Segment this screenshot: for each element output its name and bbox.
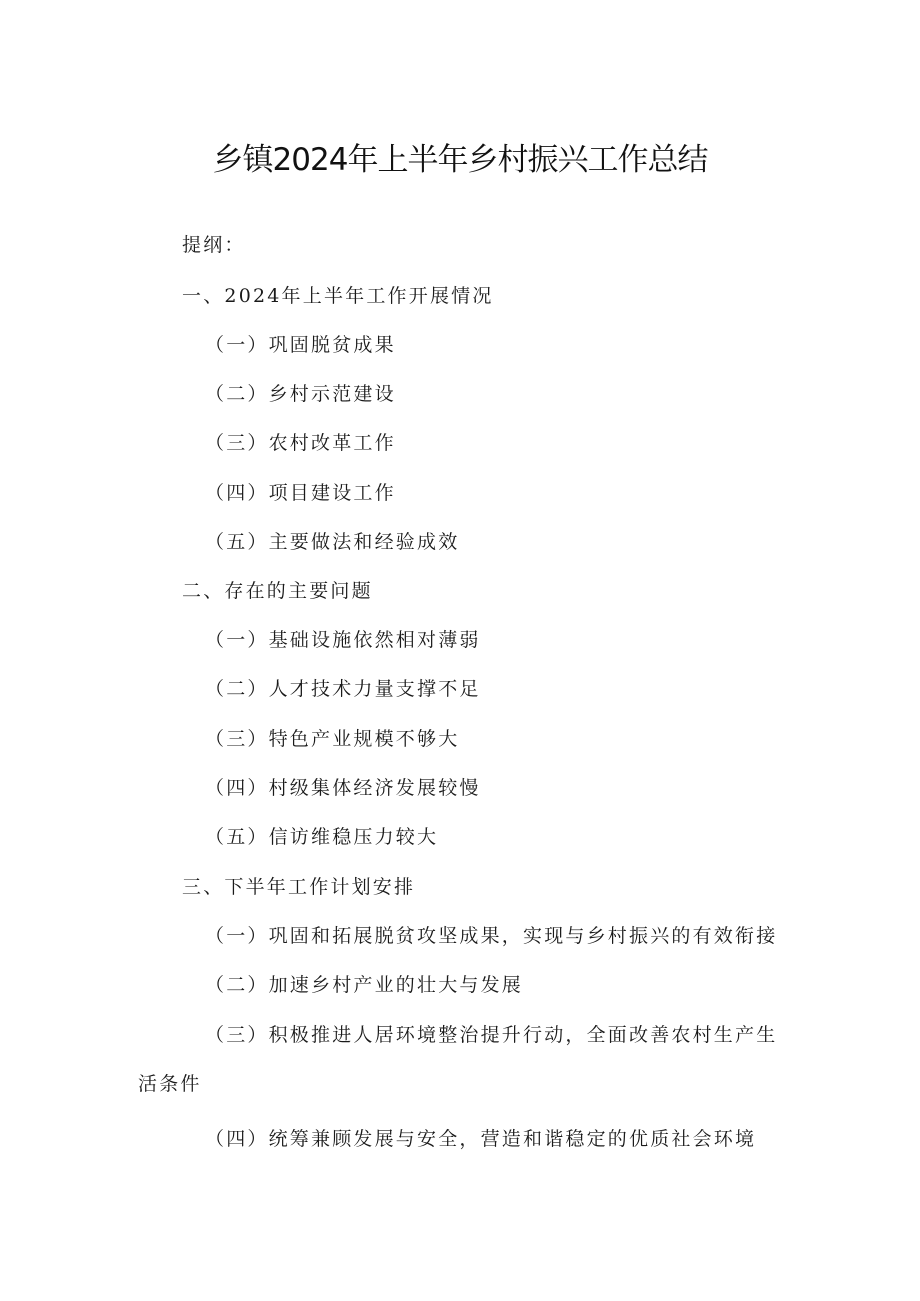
outline-item: （一）基础设施依然相对薄弱 <box>205 629 481 651</box>
outline-item: （二）人才技术力量支撑不足 <box>205 678 481 700</box>
document-title: 乡镇2024年上半年乡村振兴工作总结 <box>212 142 708 178</box>
outline-item: （四）统筹兼顾发展与安全，营造和谐稳定的优质社会环境 <box>205 1128 757 1150</box>
outline-item: （三）农村改革工作 <box>205 432 396 454</box>
outline-item: （四）村级集体经济发展较慢 <box>205 777 481 799</box>
outline-label: 提纲： <box>182 234 246 256</box>
outline-item: （一）巩固和拓展脱贫攻坚成果，实现与乡村振兴的有效衔接 <box>205 925 778 947</box>
outline-item: （三）特色产业规模不够大 <box>205 728 460 750</box>
outline-item: （四）项目建设工作 <box>205 482 396 504</box>
section-heading: 三、下半年工作计划安排 <box>182 876 416 898</box>
outline-item: （二）乡村示范建设 <box>205 383 396 405</box>
outline-item: （一）巩固脱贫成果 <box>205 334 396 356</box>
outline-item-continuation: 活条件 <box>138 1073 202 1095</box>
section-heading: 一、2024年上半年工作开展情况 <box>182 285 494 307</box>
outline-item: （二）加速乡村产业的壮大与发展 <box>205 974 524 996</box>
outline-item: （五）主要做法和经验成效 <box>205 531 460 553</box>
outline-item: （三）积极推进人居环境整治提升行动，全面改善农村生产生 <box>205 1024 778 1046</box>
outline-item: （五）信访维稳压力较大 <box>205 826 439 848</box>
section-heading: 二、存在的主要问题 <box>182 580 373 602</box>
